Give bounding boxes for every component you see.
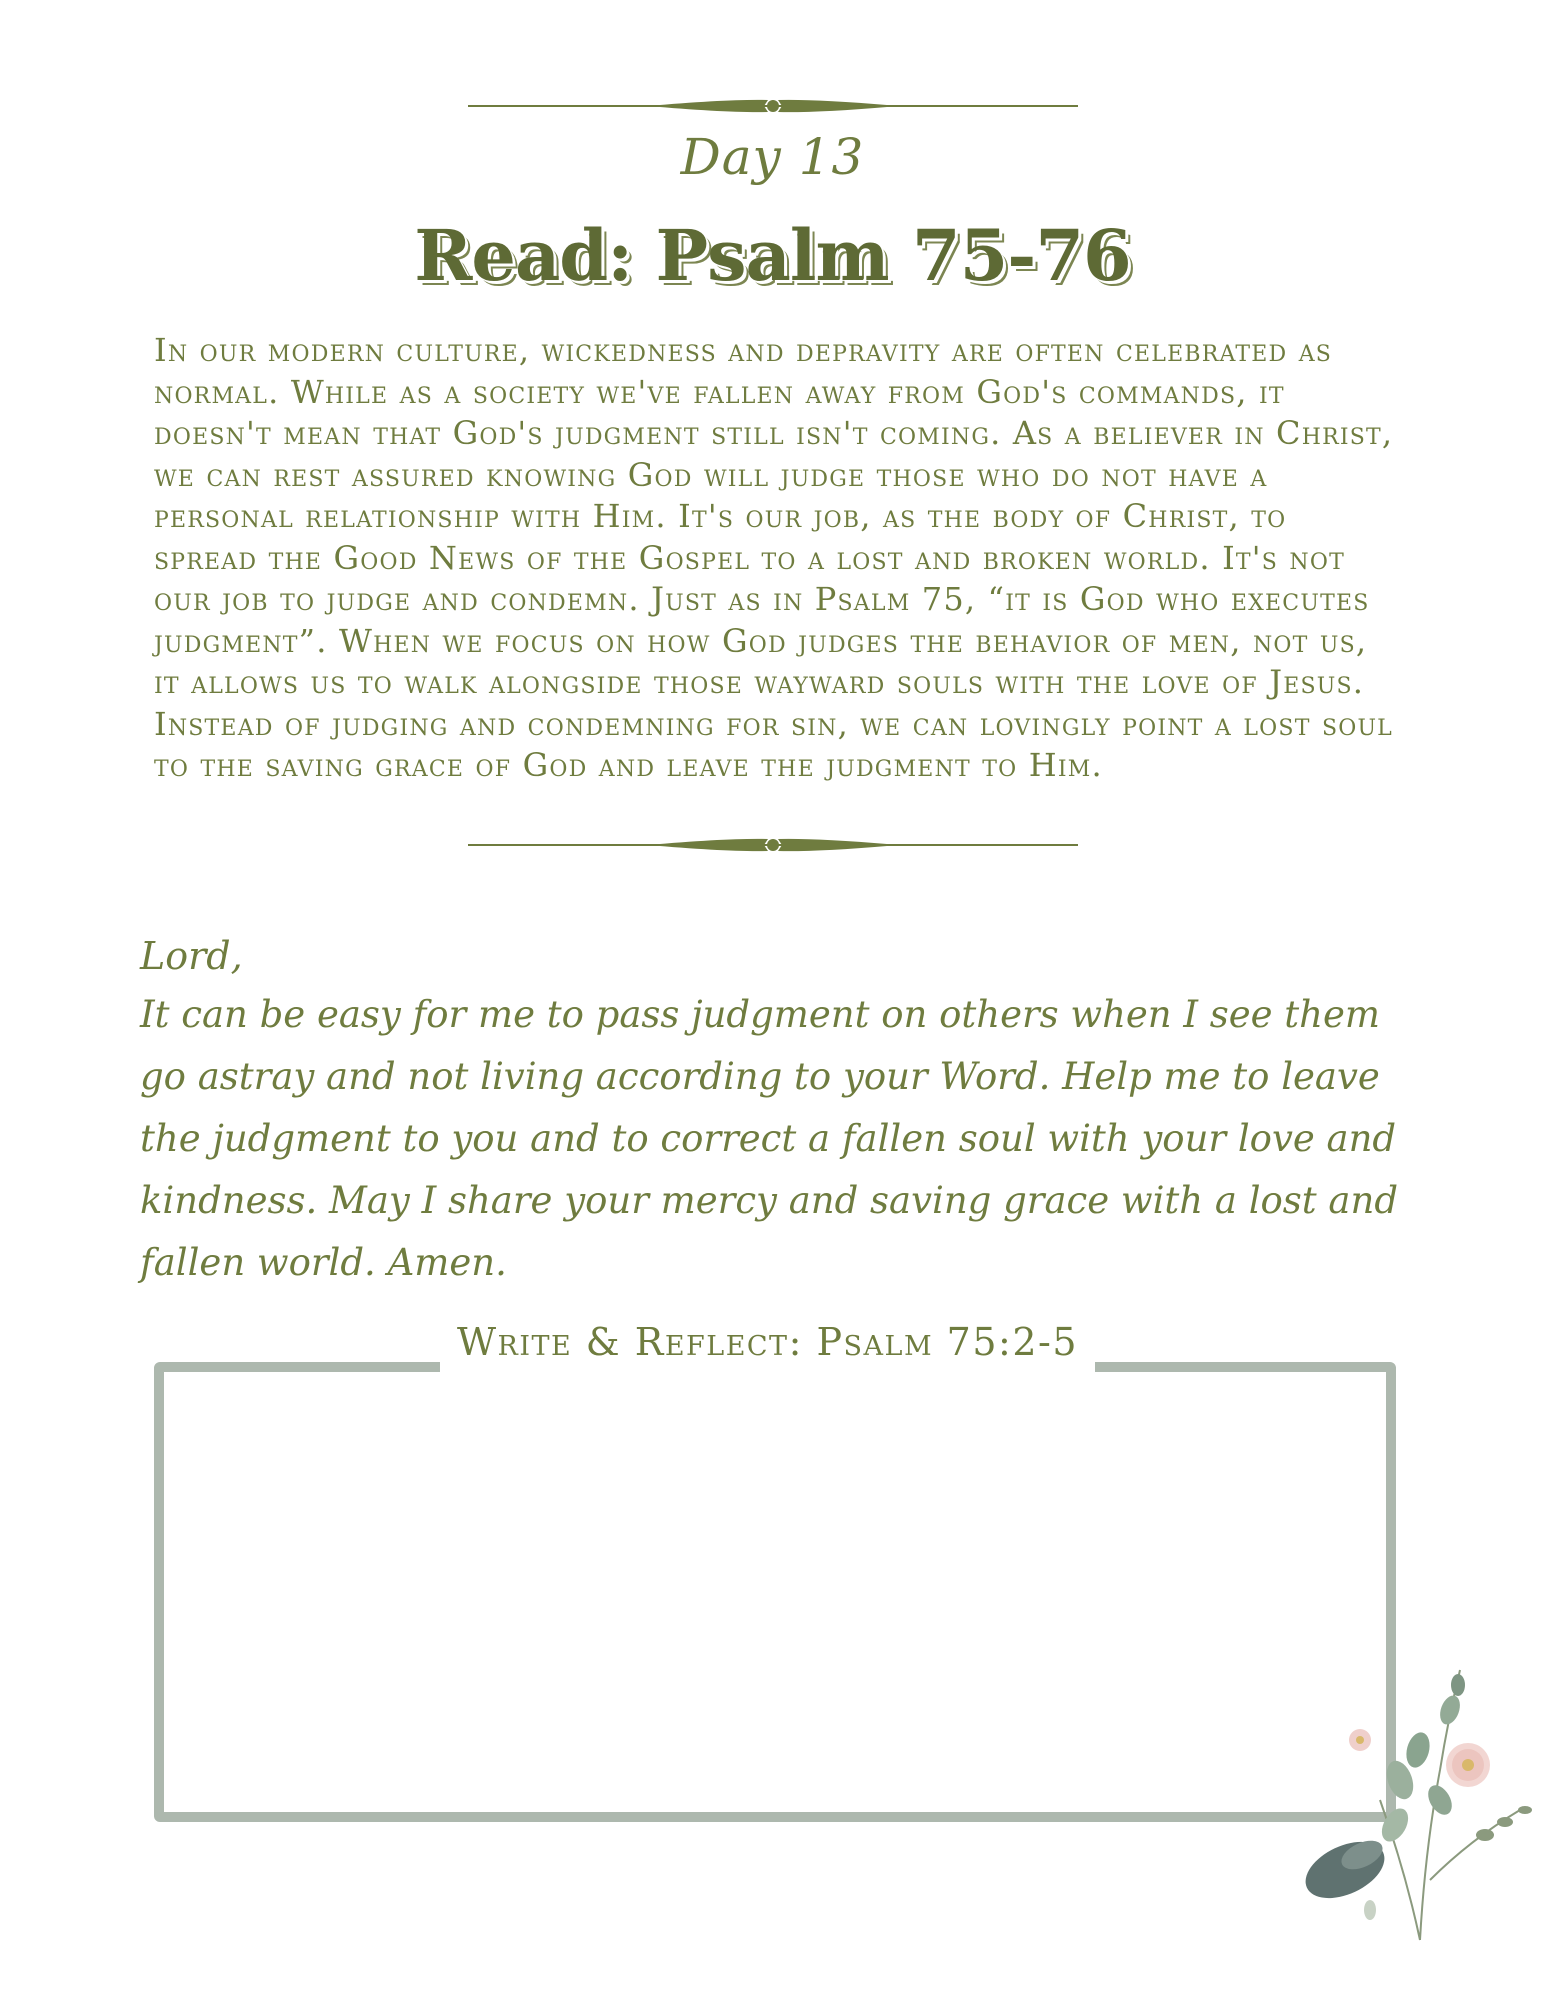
reflection-writing-box[interactable] bbox=[154, 1362, 1396, 1822]
reflection-label: Write & Reflect: Psalm 75:2-5 bbox=[456, 1320, 1079, 1364]
floral-bouquet-icon bbox=[1300, 1650, 1540, 1950]
ornamental-divider-icon bbox=[468, 825, 1078, 865]
ornamental-divider-icon bbox=[468, 86, 1078, 126]
prayer-section bbox=[140, 928, 1420, 1294]
top-ornamental-divider bbox=[0, 86, 1545, 126]
prayer-salutation: Lord, bbox=[140, 934, 243, 978]
devotional-paragraph: In our modern culture, wickedness and depravity are often celebrated as normal. While as a society we've fallen away from God's commands, it doesn't mean that God's judgment still isn't coming. As a believer in Christ, we can rest assured knowing God will judge those who do not have a personal relationship with Him. It's our job, as the body of Christ, to spread the Good News of the Gospel to a lost and broken world. It's not our job to judge and condemn. Just as in Psalm 75, “it is God who executes judgment”. When we focus on how God judges the behavior of men, not us, it allows us to walk alongside those wayward souls with the love of Jesus. Instead of judging and condemning for sin, we can lovingly point a lost soul to the saving grace of God and leave the judgment to Him. bbox=[154, 331, 1394, 784]
page-title: Read: Psalm 75-76 bbox=[414, 214, 1131, 297]
floral-decoration bbox=[1300, 1650, 1540, 1950]
bottom-ornamental-divider bbox=[0, 825, 1545, 865]
prayer-body: It can be easy for me to pass judgment on others when I see them go astray and not living according to your Word. Help me to leave the judgment to you and to correct a fallen soul with your love and kindness. May I share your mercy and saving grace with a lost and fallen world. Amen. bbox=[140, 993, 1398, 1284]
day-label: Day 13 bbox=[680, 128, 865, 186]
